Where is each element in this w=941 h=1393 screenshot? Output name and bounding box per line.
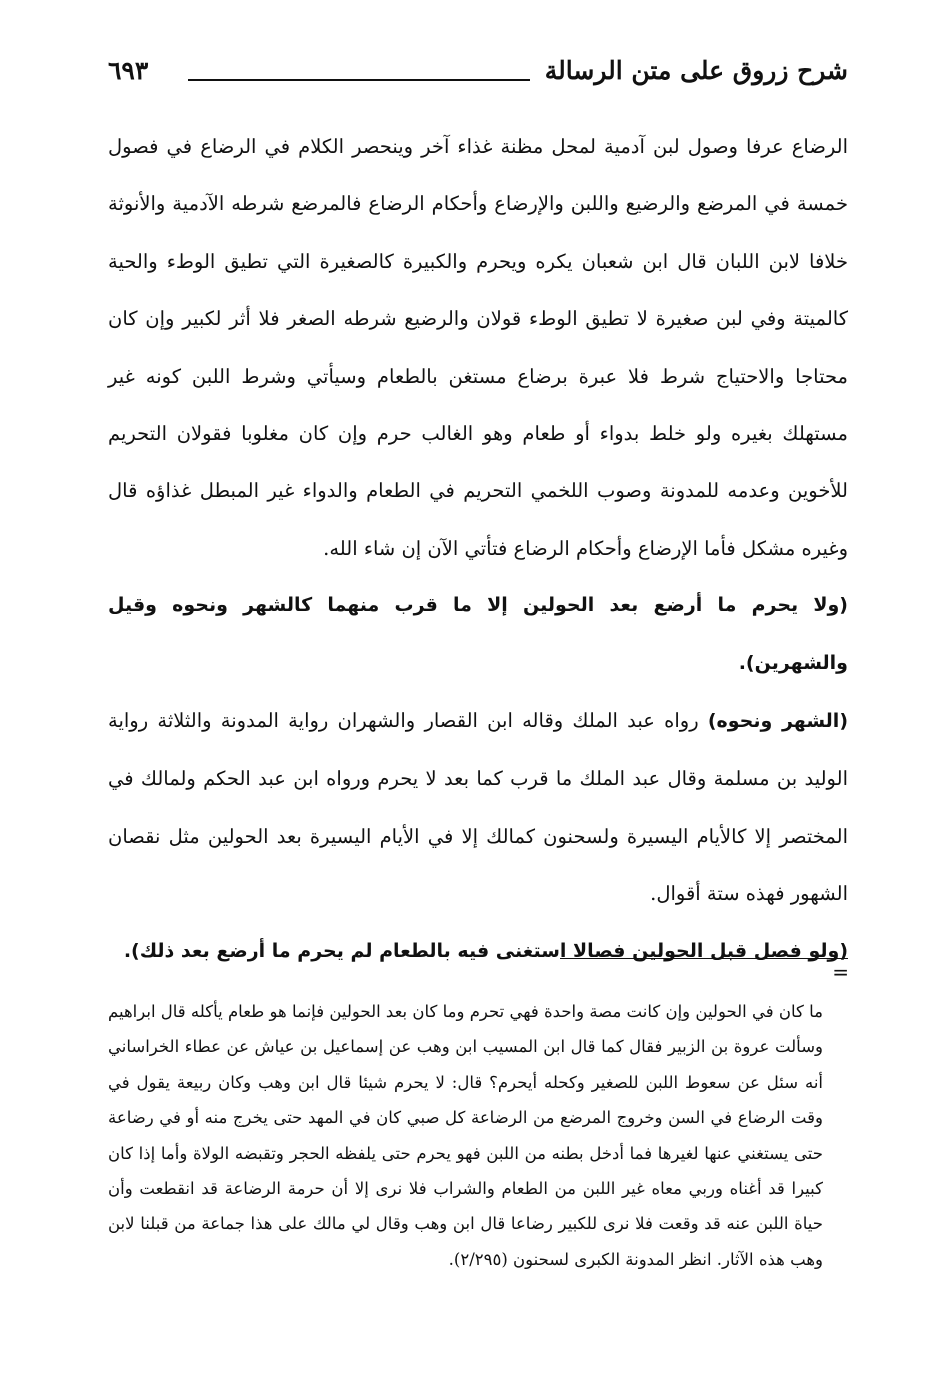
commentary-paragraph — [108, 692, 848, 923]
matn-paragraph: (ولو فصل قبل الحولين فصالا استغنى فيه بالطعام لم يحرم ما أرضع بعد ذلك). — [123, 939, 848, 962]
running-title: شرح زروق على متن الرسالة — [544, 56, 848, 85]
footnote: ما كان في الحولين وإن كانت مصة واحدة فهي تحرم وما كان بعد الحولين فإنما هو طعام يأكله قال ابراهيم وسألت عروة بن الزبير فقال كما قال ابن المسيب ابن وهب عن إسماعيل بن عياش عن عطاء الخراساني أنه سئل عن سعوط اللبن للصغير وكحله أيحرم؟ قال: لا يحرم شيئا قال ابن وهب وكان ربيعة يقول في وقت الرضاع في السن وخروج المرضع من الرضاعة كل صبي كان في المهد حتى يخرج منه أو في رضاعة حتى يستغني عنها لغيرها فما أدخل بطنه من اللبن فهو يحرم حتى يلفظه الحجر وتقبضه الولاة وأما إذا كان كبيرا قد أغناه وربي معاه غير اللبن من الطعام والشراب فلا نرى إلا أن حرمة الرضاعة قد انقطعت وأن حياة اللبن عنه قد وقعت فلا نرى للكبير رضاعا قال ابن وهب وقال لي مالك على هذا جماعة من قبلنا لابن وهب هذه الآثار. انظر المدونة الكبرى لسحنون (٢/٢٩٥). — [108, 1002, 823, 1269]
matn-quote: (الشهر ونحوه) — [707, 710, 849, 733]
commentary-paragraph: الرضاع عرفا وصول لبن آدمية لمحل مظنة غذاء آخر وينحصر الكلام في الرضاع في فصول خمسة في المرضع والرضيع واللبن والإرضاع وأحكام الرضاع فالمرضع شرطه الآدمية والأنوثة خلافا لابن اللبان قال ابن شعبان يكره ويحرم والكبيرة كالصغيرة التي تطيق الوطء والحية كالميتة وفي لبن صغيرة لا تطيق الوطء قولان والرضيع شرطه الصغر فلا أثر لكبير وإن كان محتاجا والاحتياج شرط فلا عبرة برضاع مستغن بالطعام وسيأتي وشرط اللبن كونه غير مستهلك بغيره ولو خلط بدواء أو طعام وهو الغالب حرم وإن كان مغلوبا فقولان التحريم للأخوين وعدمه للمدونة وصوب اللخمي التحريم في الطعام والدواء غير المبطل غذاؤه قال وغيره مشكل فأما الإرضاع وأحكام الرضاع فتأتي الآن إن شاء الله. — [108, 135, 848, 560]
page-number: ٦٩٣ — [108, 56, 149, 85]
footnote-separator — [560, 958, 848, 959]
header-rule — [188, 79, 530, 81]
main-text — [108, 118, 848, 980]
matn-paragraph: (ولا يحرم ما أرضع بعد الحولين إلا ما قرب منهما كالشهر ونحوه وقيل والشهرين). — [108, 594, 848, 674]
page-header — [108, 52, 848, 98]
footnote-continuation-mark: = — [832, 960, 849, 984]
commentary-text: رواه عبد الملك وقاله ابن القصار والشهران رواية المدونة والثلاثة رواية الوليد بن مسلمة وقال عبد الملك ما قرب كما بعد لا يحرم ورواه ابن عبد الحكم ولمالك في المختصر إلا كالأيام اليسيرة ولسحنون كمالك إلا في الأيام اليسيرة بعد الحولين مثل نقصان الشهور فهذه ستة أقوال. — [108, 709, 848, 906]
